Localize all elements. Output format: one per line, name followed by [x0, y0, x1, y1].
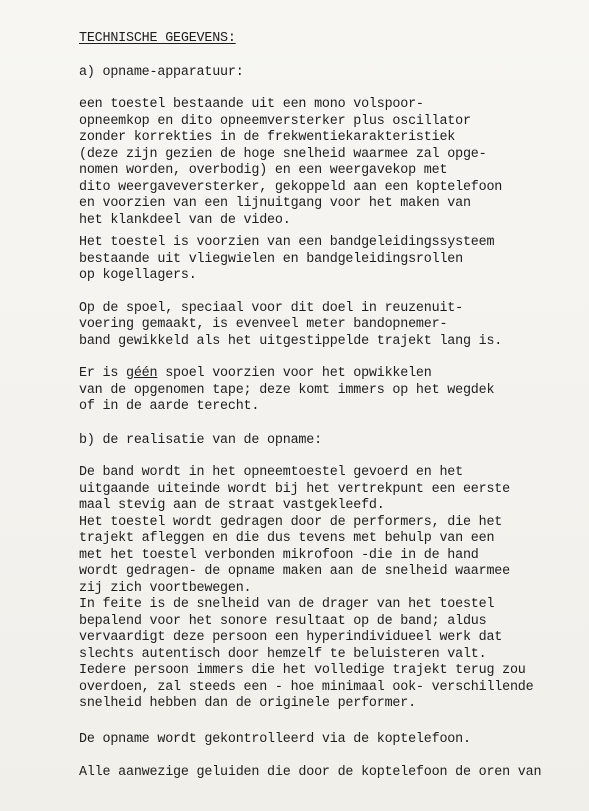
document-title: TECHNISCHE GEGEVENS: [79, 31, 236, 46]
text-line: snelheid hebben dan de originele performer. [79, 696, 416, 711]
text-line: maal stevig aan de straat vastgekleefd. [79, 498, 385, 513]
section-a-heading: a) opname-apparatuur: [79, 64, 244, 80]
closing-line-monitoring: De opname wordt gekontrolleerd via de koptelefoon. [79, 731, 471, 747]
text-line: Op de spoel, speciaal voor dit doel in reuzenuit- [79, 300, 463, 316]
text-line: In feite is de snelheid van de drager van het toestel [79, 597, 495, 612]
text-line: het klankdeel van de video. [79, 212, 291, 228]
text-line: met het toestel verbonden mikrofoon -die in de hand [79, 547, 479, 563]
section-a [79, 65, 569, 416]
emphasized-word: géén [126, 366, 158, 381]
section-b-heading: b) de realisatie van de opname: [79, 432, 322, 448]
paragraph-tape-guidance [79, 235, 569, 285]
text-line: dito weergaveversterker, gekoppeld aan een koptelefoon [79, 179, 503, 195]
text-line: slechts autentisch door hemzelf te beluisteren valt. [79, 646, 487, 662]
paragraph-apparatus [79, 97, 569, 229]
closing-line-sounds: Alle aanwezige geluiden die door de koptelefoon de oren van [79, 765, 542, 780]
text-line: bepalend voor het sonore resultaat op de band; aldus [79, 613, 487, 629]
text-line: voering gemaakt, is evenveel meter bandopnemer- [79, 317, 448, 332]
text-line [79, 366, 569, 383]
document-body [79, 31, 569, 782]
text-line: De band wordt in het opneemtoestel gevoerd en het [79, 465, 463, 480]
section-b [79, 433, 569, 782]
text-line: en voorzien van een lijnuitgang voor het maken van [79, 196, 471, 211]
text-line: (deze zijn gezien de hoge snelheid waarmee zal opge- [79, 146, 487, 162]
text-line: of in de aarde terecht. [79, 399, 260, 414]
text-fragment: Er is [79, 366, 127, 381]
text-line: trajekt afleggen en die dus tevens met behulp van een [79, 531, 495, 546]
text-line: Het toestel wordt gedragen door de performers, die het [79, 514, 503, 530]
text-line: uitgaande uiteinde wordt bij het vertrekpunt een eerste [79, 481, 510, 497]
text-line: vervaardigt deze persoon een hyperindividueel werk dat [79, 630, 503, 645]
paragraph-realisation [79, 465, 569, 713]
text-line: opneemkop en dito opneemversterker plus oscillator [79, 113, 471, 129]
text-line: van de opgenomen tape; deze komt immers op het wegdek [79, 382, 495, 398]
text-line: nomen worden, overbodig) en een weergavekop met [79, 163, 448, 178]
text-line: zij zich voortbewegen. [79, 580, 252, 596]
text-fragment: spoel voorzien voor het opwikkelen [157, 366, 432, 381]
paragraph-reel [79, 301, 569, 351]
text-line: bestaande uit vliegwielen en bandgeleidingsrollen [79, 251, 463, 267]
text-line: Iedere persoon immers die het volledige trajekt terug zou [79, 663, 526, 678]
text-line: wordt gedragen- de opname maken aan de snelheid waarmee [79, 564, 510, 579]
text-line: een toestel bestaande uit een mono volspoor- [79, 97, 424, 112]
text-line: Het toestel is voorzien van een bandgeleidingssysteem [79, 235, 495, 250]
text-line: overdoen, zal steeds een - hoe minimaal ook- verschillende [79, 679, 534, 695]
text-line: op kogellagers. [79, 268, 197, 283]
text-line: band gewikkeld als het uitgestippelde trajekt lang is. [79, 333, 503, 349]
paragraph-no-takeup-reel [79, 366, 569, 416]
text-line: zonder korrekties in de frekwentiekarakteristiek [79, 130, 456, 145]
